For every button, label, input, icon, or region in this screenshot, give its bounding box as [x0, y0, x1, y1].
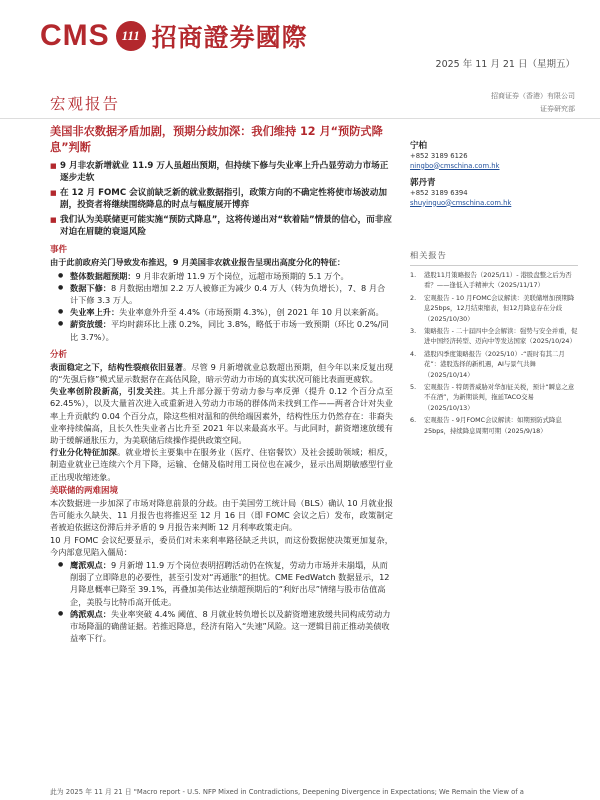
- related-reports-title: 相关报告: [410, 250, 578, 266]
- logo-text: CMS: [40, 19, 110, 52]
- main-column: [50, 124, 393, 644]
- page-header: [0, 0, 600, 72]
- org-dept: 证券研究部: [540, 105, 575, 113]
- analysis-heading: 分析: [50, 349, 68, 360]
- analyst-phone: +852 3189 6394: [410, 189, 468, 197]
- related-reports-list: [410, 270, 578, 436]
- fed-heading: 美联储的两难困境: [50, 485, 119, 496]
- fed-paragraph: 10 月 FOMC 会议纪要显示，委员们对未来利率路径缺乏共识，而这份数据使决策更加复杂，今内部意见陷入僵局：: [50, 534, 393, 557]
- related-report-item[interactable]: 2. 宏观报告 - 10 月FOMC会议解读：美联储增加预期降息25bps，12月结束缩表，但12月降息存在分歧（2025/10/30）: [410, 293, 575, 323]
- fed-views: [50, 559, 393, 644]
- event-item: ● 薪资放缓：平均时薪环比上涨 0.2%，同比 3.8%，略低于市场一致预期（环比 0.2%/同比 3.7%）。: [50, 318, 393, 342]
- analyst-phone: +852 3189 6126: [410, 152, 468, 160]
- related-report-item[interactable]: 3. 策略报告 - 二十届四中全会解读：强势与安全并重，促进中国经济转型、迈向中等发达国家（2025/10/24）: [410, 327, 578, 346]
- logo-emblem-icon: 111: [116, 21, 146, 51]
- analyst-name: 郭丹青: [410, 178, 436, 188]
- report-title: 美国非农数据矛盾加剧，预期分歧加深：我们维持 12 月“预防式降息”判断: [50, 125, 383, 154]
- sidebar: [410, 140, 578, 438]
- related-report-item[interactable]: 5. 宏观报告 - 特朗普威胁对华加征关税，预计“瞬息之意不在酒”，为新期谈判，拖延TACO交易（2025/10/13）: [410, 383, 575, 412]
- analyst-name: 宁柏: [410, 141, 428, 151]
- event-list: [50, 270, 393, 343]
- org-name: 招商证券（香港）有限公司: [491, 92, 575, 100]
- event-item: ● 整体数据超预期：9 月非农新增 11.9 万个岗位，远超市场预期的 5.1 万个。: [50, 270, 393, 282]
- divider: [0, 118, 600, 119]
- company-logo: [40, 18, 308, 54]
- analyst-email-link[interactable]: ningbo@cmschina.com.hk: [410, 161, 500, 170]
- analysis-paragraph: 失业率创阶段新高，引发关注。其上升部分源于劳动力参与率反弹（提升 0.12 个百分点至 62.45%），以及大量首次进入或重新进入劳动力市场的群体尚未找到工作——两者合计对失业率上升贡献约 0.04 个百分点，除这些相对温和的供给端因素外，结构性压力仍然存在：非裔失业率持续偏高，且长久性失业者占比升至 2021 年以来最高水平。与此同时，薪资增速放缓有助于缓解通胀压力，为美联储后续操作提供政策空间。: [50, 386, 393, 446]
- analyst-email-link[interactable]: shuyinguo@cmschina.com.hk: [410, 198, 512, 207]
- event-intro: 由于此前政府关门导致发布推迟，9 月美国非农就业报告呈现出高度分化的特征：: [50, 257, 346, 268]
- key-points: [50, 160, 393, 238]
- logo-chinese-name: 招商證券國際: [151, 23, 308, 52]
- key-point: ■ 在 12 月 FOMC 会议前缺乏新的就业数据指引，政策方向的不确定性将使市场波动加剧，投资者将继续围绕降息的时点与幅度展开博弈: [50, 187, 393, 212]
- report-date: 2025 年 11 月 21 日（星期五）: [435, 59, 575, 70]
- event-heading: 事件: [50, 245, 68, 256]
- key-point: ■ 我们认为美联储更可能实施“预防式降息”，这将传递出对“软着陆”情景的信心，而非应对迫在眉睫的衰退风险: [50, 214, 393, 239]
- fed-paragraph: 本次数据进一步加深了市场对降息前景的分歧。由于美国劳工统计局（BLS）确认 10 月就业报告可能永久缺失、11 月报告也将推迟至 12 月 16 日（即 FOMC 会议之后）发布，政策制定者被迫依据这份滞后并矛盾的 9 月报告来判断 12 月利率政策走向。: [50, 497, 393, 533]
- analyst-card: [410, 177, 578, 208]
- event-item: ● 失业率上升：失业率意外升至 4.4%（市场预期 4.3%），创 2021 年 10 月以来新高。: [50, 306, 393, 318]
- fed-view-item: ● 鹰派观点：9 月新增 11.9 万个岗位表明招聘活动仍在恢复，劳动力市场并未崩塌，从而削弱了立即降息的必要性，甚至引发对“再通胀”的担忧。CME FedWatch 数据显示，12 月降息概率已降至 39.1%，再叠加美伟达业绩超预期后的“利好出尽”情绪与股市估值高企，美股与比特币高开低走。: [50, 559, 393, 608]
- page-footer: 此为 2025 年 11 月 21 日 "Macro report - U.S. NFP Mixed in Contradictions, Deepening Divergence in Expectations; We Remain the View of a: [50, 788, 524, 796]
- analyst-card: [410, 140, 578, 171]
- section-title: 宏观报告: [50, 95, 121, 113]
- organization: [491, 90, 575, 116]
- analysis-paragraph: 表面稳定之下，结构性裂痕依旧显著。尽管 9 月新增就业总数超出预期，但今年以来反复出现的“先强后修”模式显示数据存在高估风险，暗示劳动力市场的真实状况可能比表面更疲软。: [50, 361, 393, 385]
- related-report-item[interactable]: 1. 港股11月策略报告（2025/11）- 港股盘整之后为否看？——逢低入手精神大（2025/11/17）: [410, 271, 572, 290]
- fed-view-item: ● 鸽派观点：失业率突破 4.4% 阈值、8 月就业转负增长以及薪资增速放缓共同构成劳动力市场降温的确凿证据。若推迟降息，经济有陷入“失速”风险。这一逻辑目前正推动美债收益率下行。: [50, 608, 393, 645]
- key-point: ■ 9 月非农新增就业 11.9 万人虽超出预期，但持续下修与失业率上升凸显劳动力市场正逐步走软: [50, 160, 393, 185]
- event-item: ● 数据下修：8 月数据由增加 2.2 万人被修正为减少 0.4 万人（转为负增长），7、8 月合计下修 3.3 万人。: [50, 282, 393, 306]
- analysis-paragraph: 行业分化特征加深。就业增长主要集中在服务业（医疗、住宿餐饮）及社会援助领域；相反，制造业就业已连续六个月下降，运输、仓储及临时用工岗位也在减少，显示出周期敏感型行业正出现收缩迹象。: [50, 447, 393, 482]
- related-report-item[interactable]: 4. 港股四季度策略报告（2025/10）-“震时有其二月花”：港股选择的新机遇，AI与景气共舞（2025/10/14）: [410, 349, 565, 379]
- related-report-item[interactable]: 6. 宏观报告 - 9月FOMC会议解读：如期预防式降息 25bps，持续降息周期可期（2025/9/18）: [410, 416, 562, 435]
